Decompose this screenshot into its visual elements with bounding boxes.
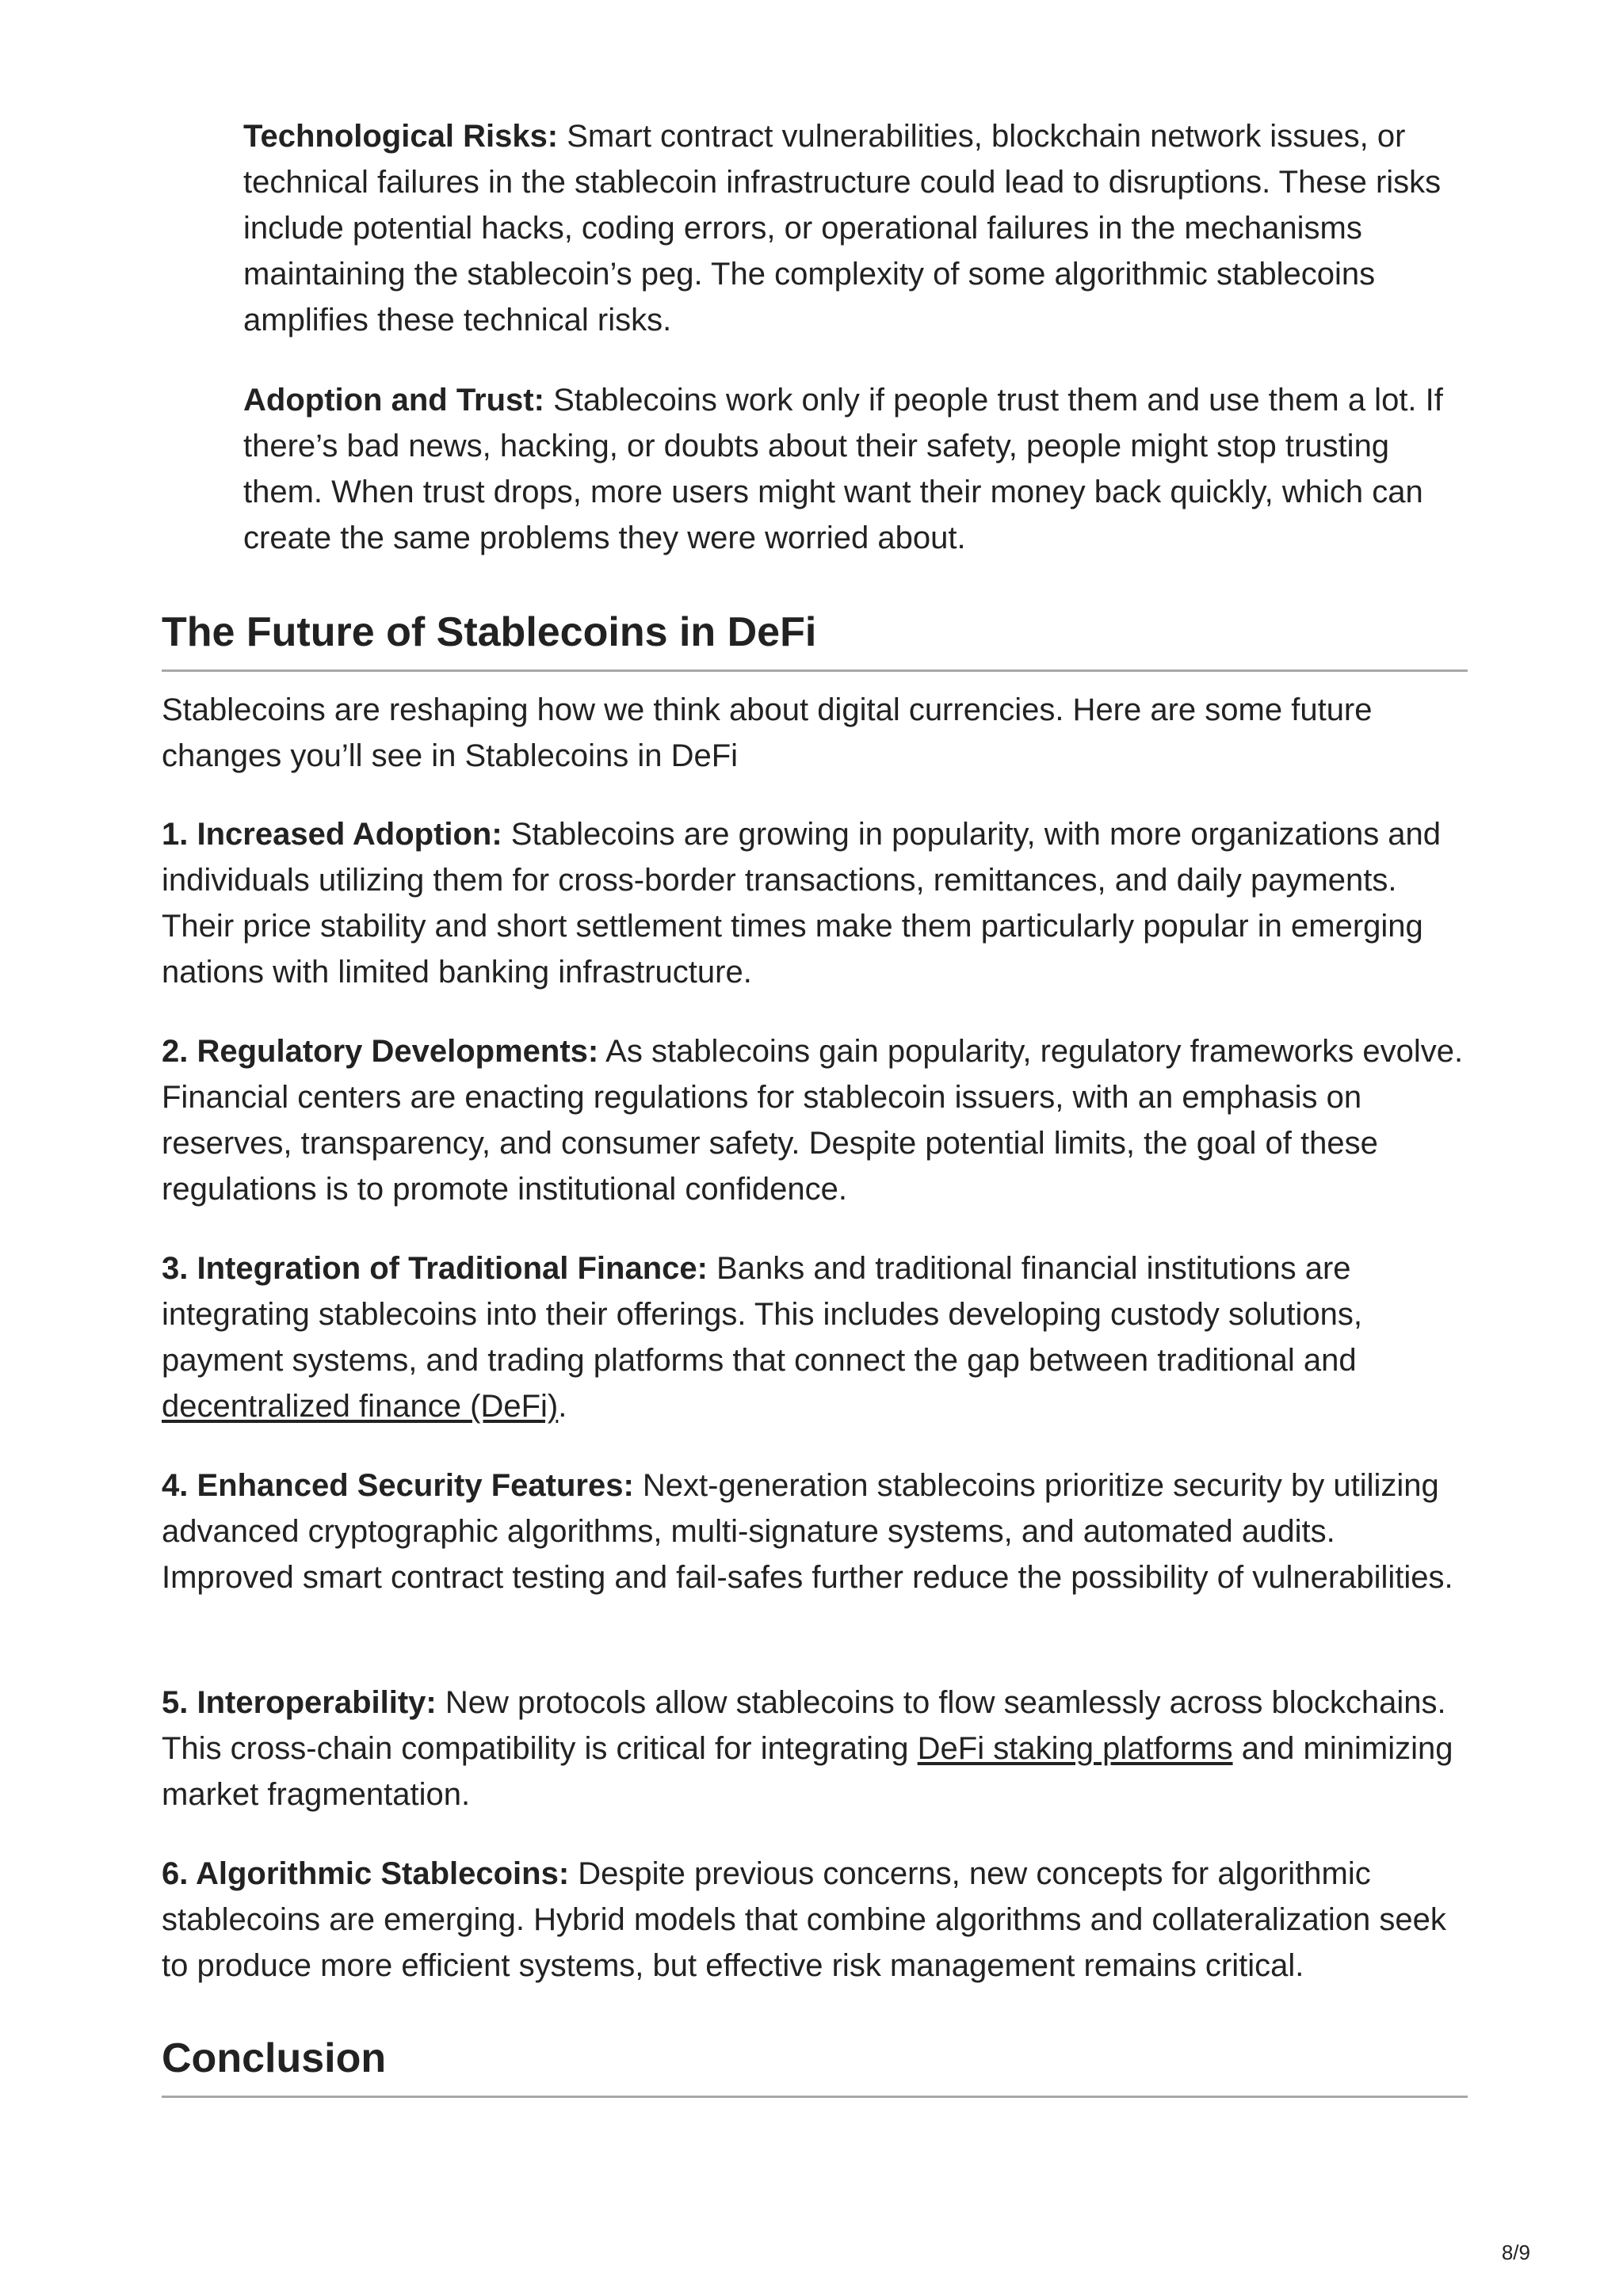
future-item-integration: [162, 1245, 1468, 1429]
risk-technological: [243, 113, 1468, 343]
risk-label: Adoption and Trust:: [243, 383, 544, 418]
future-item-regulatory: [162, 1028, 1468, 1212]
future-item-security: [162, 1463, 1468, 1600]
future-item-algorithmic: [162, 1851, 1468, 1989]
item-text: Banks and traditional financial institutions are integrating stablecoins into their offerings. This includes developing custody solutions, payment systems, and trading platforms that connect the gap between traditional and: [162, 1251, 1362, 1378]
section-divider: [162, 2096, 1468, 2098]
item-label: 5. Interoperability:: [162, 1685, 437, 1720]
item-label: 6. Algorithmic Stablecoins:: [162, 1856, 570, 1891]
item-text-after: .: [558, 1389, 567, 1424]
section-heading-future: The Future of Stablecoins in DeFi: [162, 609, 817, 655]
item-text: Next-generation stablecoins prioritize security by utilizing advanced cryptographic algorithms, multi-signature systems, and automated audits. Improved smart contract testing and fail-safes further reduce the possibility of vulnerabilities.: [162, 1468, 1453, 1595]
defi-link[interactable]: decentralized finance (DeFi): [162, 1389, 559, 1424]
risk-text: Smart contract vulnerabilities, blockchain network issues, or technical failures in the stablecoin infrastructure could lead to disruptions. These risks include potential hacks, coding errors, or operational failures in the mechanisms maintaining the stablecoin’s peg. The complexity of some algorithmic stablecoins amplifies these technical risks.: [243, 119, 1442, 338]
item-text: As stablecoins gain popularity, regulatory frameworks evolve. Financial centers are enacting regulations for stablecoin issuers, with an emphasis on reserves, transparency, and consumer safety. Despite potential limits, the goal of these regulations is to promote institutional confidence.: [162, 1034, 1464, 1207]
section-divider: [162, 669, 1468, 672]
section-heading-conclusion: Conclusion: [162, 2035, 387, 2081]
item-text: Despite previous concerns, new concepts for algorithmic stablecoins are emerging. Hybrid models that combine algorithms and collateralization seek to produce more efficient systems, but effective risk management remains critical.: [162, 1856, 1446, 1983]
future-intro: Stablecoins are reshaping how we think about digital currencies. Here are some future changes you’ll see in Stablecoins in DeFi: [162, 692, 1373, 773]
risk-adoption-trust: [243, 377, 1468, 561]
item-text: New protocols allow stablecoins to flow seamlessly across blockchains. This cross-chain compatibility is critical for integrating: [162, 1685, 1446, 1766]
page-number: 8/9: [1501, 2241, 1530, 2264]
risk-label: Technological Risks:: [243, 119, 559, 154]
item-text: Stablecoins are growing in popularity, with more organizations and individuals utilizing them for cross-border transactions, remittances, and daily payments. Their price stability and short settlement times make them particularly popular in emerging nations with limited banking infrastructure.: [162, 817, 1442, 990]
future-item-increased-adoption: [162, 811, 1468, 995]
item-label: 1. Increased Adoption:: [162, 817, 502, 852]
item-label: 2. Regulatory Developments:: [162, 1034, 599, 1069]
future-item-interoperability: [162, 1680, 1468, 1817]
defi-staking-link[interactable]: DeFi staking platforms: [917, 1731, 1233, 1766]
item-label: 3. Integration of Traditional Finance:: [162, 1251, 708, 1286]
item-text-after: and minimizing market fragmentation.: [162, 1731, 1453, 1812]
item-label: 4. Enhanced Security Features:: [162, 1468, 634, 1503]
risk-text: Stablecoins work only if people trust them and use them a lot. If there’s bad news, hacking, or doubts about their safety, people might stop trusting them. When trust drops, more users might want their money back quickly, which can create the same problems they were worried about.: [243, 383, 1443, 555]
